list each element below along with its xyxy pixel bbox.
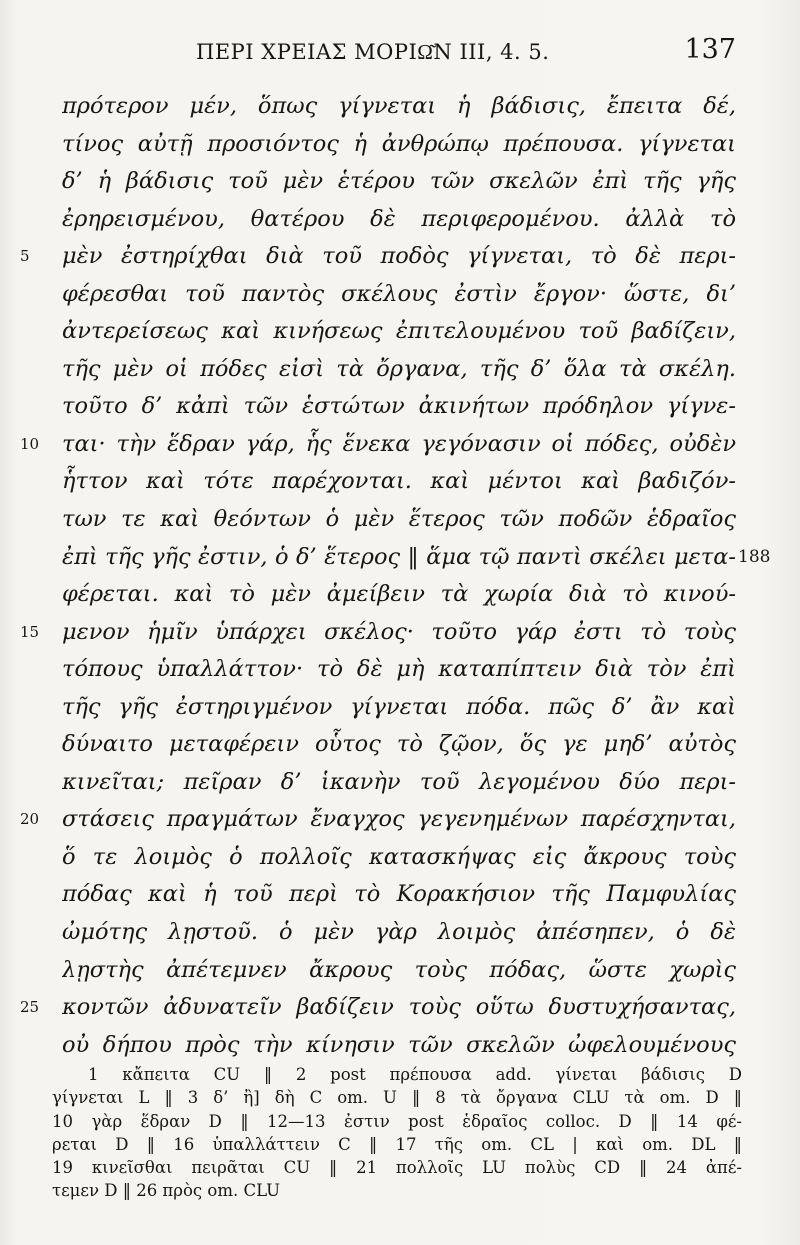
text-line — [0, 351, 800, 389]
text-line — [0, 726, 800, 764]
footnote-line: 19 κινεῖσθαι πειρᾶται CU ‖ 21 πολλοῖς LU πολὺς CD ‖ 24 ἀπέ- — [52, 1158, 742, 1178]
text-line — [0, 576, 800, 614]
text-line — [0, 501, 800, 539]
line-text: τῆς γῆς ἐστηριγμένον γίγνεται πόδα. πῶς δ’ ἂν καὶ — [62, 693, 736, 720]
line-text: μὲν ἐστηρίχθαι διὰ τοῦ ποδὸς γίγνεται, τὸ δὲ περι- — [62, 243, 736, 270]
line-text: ἀντερείσεως καὶ κινήσεως ἐπιτελουμένου τοῦ βαδίζειν, — [62, 318, 736, 345]
line-number: 15 — [20, 622, 40, 641]
line-number: 10 — [20, 434, 40, 453]
text-line — [0, 126, 800, 164]
line-text: ται· τὴν ἕδραν γάρ, ἧς ἕνεκα γεγόνασιν οἱ πόδες, οὐδὲν — [62, 430, 736, 457]
footnote-line: τεμεν D ‖ 26 πρὸς om. CLU — [52, 1181, 281, 1201]
text-line — [0, 1027, 800, 1065]
main-text — [0, 88, 800, 1064]
line-text: πρότερον μέν, ὅπως γίγνεται ἡ βάδισις, ἔπειτα δέ, — [62, 93, 736, 119]
line-text: ἐπὶ τῆς γῆς ἐστιν, ὁ δ’ ἕτερος ‖ ἅμα τῷ παντὶ σκέλει μετα- — [62, 543, 736, 570]
line-text: ὠμότης λῃστοῦ. ὁ μὲν γὰρ λοιμὸς ἀπέσηπεν, ὁ δὲ — [62, 919, 736, 946]
footnote-line: ρεται D ‖ 16 ὑπαλλάττειν C ‖ 17 τῆς om. CL | καὶ om. DL ‖ — [52, 1134, 742, 1154]
line-number: 20 — [20, 810, 40, 829]
line-text: στάσεις πραγμάτων ἔναγχος γεγενημένων παρέσχηνται, — [62, 806, 736, 833]
line-text: οὐ δήπου πρὸς τὴν κίνησιν τῶν σκελῶν ὠφελουμένους — [62, 1031, 736, 1058]
line-text: τόπους ὑπαλλάττον· τὸ δὲ μὴ καταπίπτειν διὰ τὸν ἐπὶ — [62, 656, 736, 683]
critical-apparatus — [52, 1063, 742, 1203]
line-text: πόδας καὶ ἡ τοῦ περὶ τὸ Κορακήσιον τῆς Παμφυλίας — [62, 881, 736, 908]
text-line — [0, 876, 800, 914]
line-text: τίνος αὐτῇ προσιόντος ἡ ἀνθρώπῳ πρέπουσα. γίγνεται — [62, 130, 736, 157]
text-line — [0, 88, 800, 126]
line-text: δ’ ἡ βάδισις τοῦ μὲν ἑτέρου τῶν σκελῶν ἐπὶ τῆς γῆς — [62, 168, 736, 195]
line-text: δύναιτο μεταφέρειν οὗτος τὸ ζῷον, ὅς γε μηδ’ αὐτὸς — [62, 731, 736, 758]
footnote-line: γίγνεται L ‖ 3 δ’ ἢ] δὴ C om. U ‖ 8 τὰ ὄργανα CLU τὰ om. D ‖ — [52, 1088, 742, 1108]
text-line — [0, 689, 800, 727]
text-line — [0, 276, 800, 314]
margin-page-reference: 188 — [738, 546, 771, 567]
text-line — [0, 463, 800, 501]
text-line — [0, 989, 800, 1027]
text-line — [0, 952, 800, 990]
text-line — [0, 388, 800, 426]
text-line — [0, 201, 800, 239]
line-text: των τε καὶ θεόντων ὁ μὲν ἕτερος τῶν ποδῶν ἑδραῖος — [62, 506, 736, 533]
page-header — [196, 34, 756, 74]
text-line — [0, 426, 800, 464]
line-text: ἧττον καὶ τότε παρέχονται. καὶ μέντοι καὶ βαδιζόν- — [62, 468, 736, 495]
text-line — [0, 801, 800, 839]
text-line — [0, 539, 800, 577]
text-line — [0, 839, 800, 877]
text-line — [0, 313, 800, 351]
text-line — [0, 764, 800, 802]
page-number: 137 — [684, 34, 736, 65]
running-head: ΠΕΡΙ ΧΡΕΙΑΣ ΜΟΡΙΩ͂Ν III, 4. 5. — [196, 40, 550, 64]
line-text: τοῦτο δ’ κἀπὶ τῶν ἑστώτων ἀκινήτων πρόδηλον γίγνε- — [62, 393, 736, 420]
line-text: ὅ τε λοιμὸς ὁ πολλοῖς κατασκήψας εἰς ἄκρους τοὺς — [62, 843, 736, 870]
line-text: κοντῶν ἀδυνατεῖν βαδίζειν τοὺς οὕτω δυστυχήσαντας, — [62, 994, 736, 1021]
text-line — [0, 614, 800, 652]
footnote-line: 1 κἄπειτα CU ‖ 2 post πρέπουσα add. γίνεται βάδισις D — [88, 1065, 742, 1084]
text-line — [0, 238, 800, 276]
line-text: τῆς μὲν οἱ πόδες εἰσὶ τὰ ὄργανα, τῆς δ’ ὅλα τὰ σκέλη. — [62, 355, 736, 382]
line-number: 5 — [20, 247, 30, 266]
text-line — [0, 914, 800, 952]
line-text: μενον ἡμῖν ὑπάρχει σκέλος· τοῦτο γάρ ἐστι τὸ τοὺς — [62, 618, 736, 645]
line-text: φέρεται. καὶ τὸ μὲν ἀμείβειν τὰ χωρία διὰ τὸ κινού- — [62, 581, 736, 608]
line-number: 25 — [20, 998, 40, 1017]
line-text: φέρεσθαι τοῦ παντὸς σκέλους ἐστὶν ἔργον· ὥστε, δι’ — [62, 280, 736, 307]
line-text: κινεῖται; πεῖραν δ’ ἱκανὴν τοῦ λεγομένου δύο περι- — [62, 768, 736, 795]
text-line — [0, 163, 800, 201]
line-text: λῃστὴς ἀπέτεμνεν ἄκρους τοὺς πόδας, ὥστε χωρὶς — [62, 956, 736, 983]
footnote-line: 10 γὰρ ἕδραν D ‖ 12—13 ἐστιν post ἑδραῖος colloc. D ‖ 14 φέ- — [52, 1111, 742, 1131]
text-line — [0, 651, 800, 689]
line-text: ἐρηρεισμένου, θατέρου δὲ περιφερομένου. ἀλλὰ τὸ — [62, 205, 736, 232]
